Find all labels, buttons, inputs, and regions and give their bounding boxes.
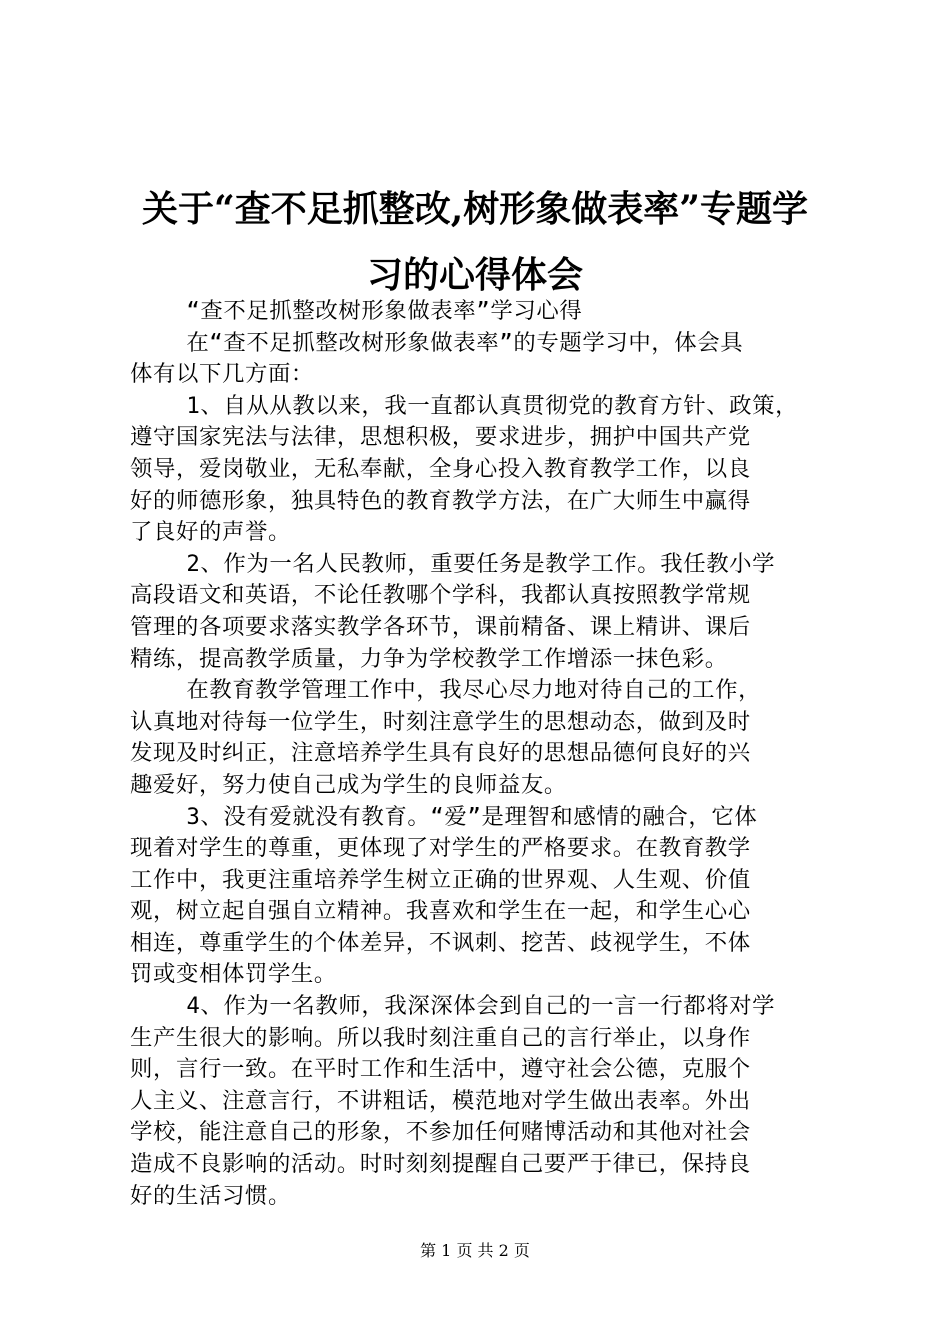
body-line: 好的生活习惯。 bbox=[130, 1182, 291, 1209]
body-line: 好的师德形象，独具特色的教育教学方法，在广大师生中赢得 bbox=[130, 487, 751, 514]
document-body bbox=[130, 296, 830, 1212]
body-line: “查不足抓整改树形象做表率”学习心得 bbox=[130, 298, 583, 324]
body-line: 体有以下几方面： bbox=[130, 361, 314, 388]
title-line-2: 习的心得体会 bbox=[366, 254, 583, 296]
body-line: 现着对学生的尊重，更体现了对学生的严格要求。在教育教学 bbox=[130, 835, 751, 862]
body-line: 2、作为一名人民教师，重要任务是教学工作。我任教小学 bbox=[130, 550, 776, 577]
body-line: 管理的各项要求落实教学各环节，课前精备、课上精讲、课后 bbox=[130, 613, 751, 640]
body-line: 发现及时纠正，注意培养学生具有良好的思想品德何良好的兴 bbox=[130, 740, 751, 767]
document-title bbox=[100, 176, 850, 308]
body-line: 在教育教学管理工作中，我尽心尽力地对待自己的工作， bbox=[130, 677, 762, 704]
body-line: 生产生很大的影响。所以我时刻注重自己的言行举止，以身作 bbox=[130, 1024, 751, 1051]
title-line-1: 关于“查不足抓整改,树形象做表率”专题学 bbox=[142, 188, 808, 230]
body-line: 1、自从从教以来，我一直都认真贯彻党的教育方针、政策， bbox=[130, 392, 799, 419]
page-footer: 第 1 页 共 2 页 bbox=[420, 1241, 530, 1260]
body-line: 罚或变相体罚学生。 bbox=[130, 961, 337, 988]
body-line: 相连，尊重学生的个体差异，不讽刺、挖苦、歧视学生，不体 bbox=[130, 929, 751, 956]
body-line: 趣爱好，努力使自己成为学生的良师益友。 bbox=[130, 771, 567, 798]
body-line: 观，树立起自强自立精神。我喜欢和学生在一起，和学生心心 bbox=[130, 898, 751, 925]
body-line: 精练，提高教学质量，力争为学校教学工作增添一抹色彩。 bbox=[130, 645, 728, 672]
body-line: 3、没有爱就没有教育。“爱”是理智和感情的融合，它体 bbox=[130, 803, 758, 830]
body-line: 领导，爱岗敬业，无私奉献，全身心投入教育教学工作，以良 bbox=[130, 455, 751, 482]
body-line: 了良好的声誉。 bbox=[130, 519, 291, 546]
body-line: 遵守国家宪法与法律，思想积极，要求进步，拥护中国共产党 bbox=[130, 424, 751, 451]
body-line: 学校，能注意自己的形象，不参加任何赌博活动和其他对社会 bbox=[130, 1119, 751, 1146]
body-line: 人主义、注意言行，不讲粗话，模范地对学生做出表率。外出 bbox=[130, 1087, 751, 1114]
body-line: 认真地对待每一位学生，时刻注意学生的思想动态，做到及时 bbox=[130, 708, 751, 735]
body-line: 工作中，我更注重培养学生树立正确的世界观、人生观、价值 bbox=[130, 866, 751, 893]
body-line: 高段语文和英语，不论任教哪个学科，我都认真按照教学常规 bbox=[130, 582, 751, 609]
body-line: 则，言行一致。在平时工作和生活中，遵守社会公德，克服个 bbox=[130, 1056, 751, 1083]
body-line: 造成不良影响的活动。时时刻刻提醒自己要严于律已，保持良 bbox=[130, 1151, 751, 1178]
body-line: 4、作为一名教师，我深深体会到自己的一言一行都将对学 bbox=[130, 993, 776, 1020]
body-line: 在“查不足抓整改树形象做表率”的专题学习中，体会具 bbox=[130, 329, 744, 356]
